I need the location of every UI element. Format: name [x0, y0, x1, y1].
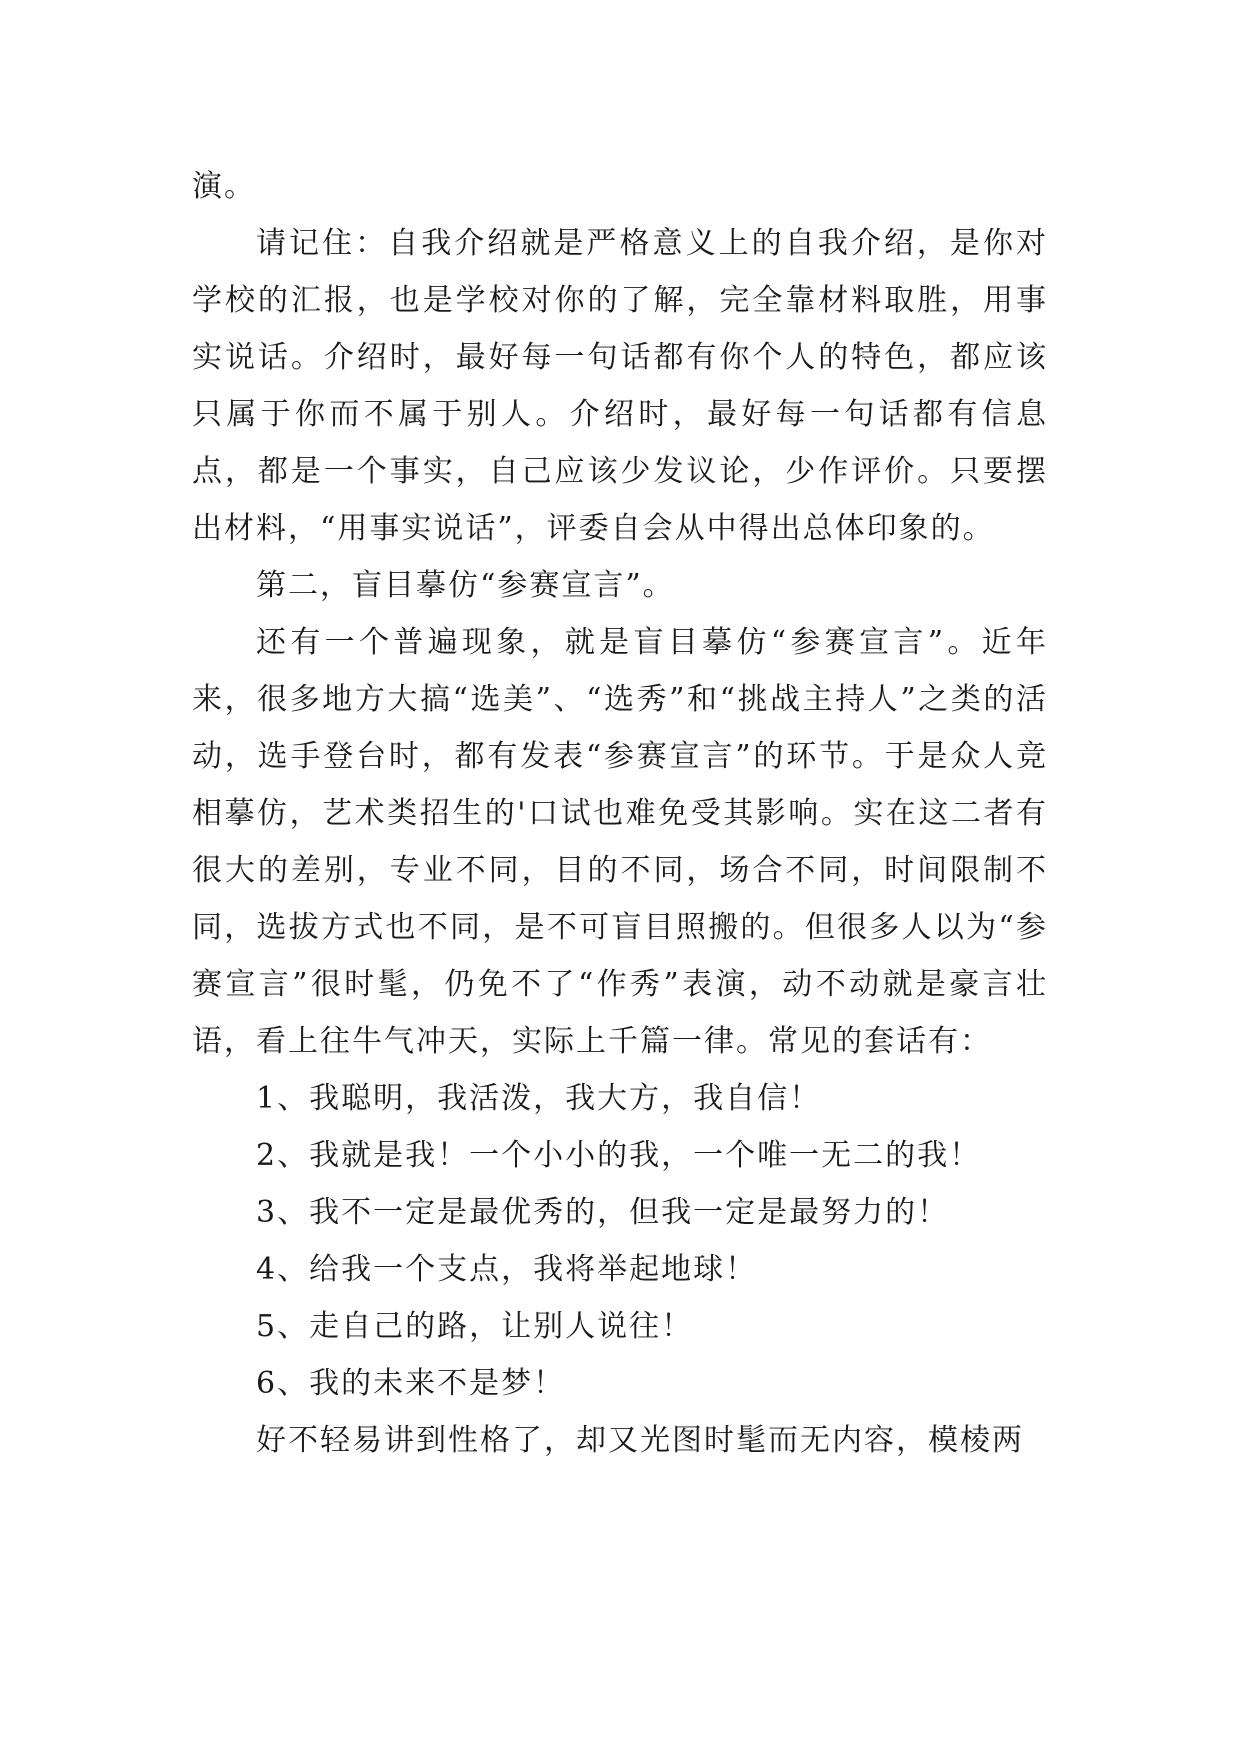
list-item: 4、给我一个支点，我将举起地球！ [256, 1252, 758, 1287]
list-item: 2、我就是我！一个小小的我，一个唯一无二的我！ [256, 1138, 982, 1173]
list-item: 1、我聪明，我活泼，我大方，我自信！ [256, 1081, 822, 1116]
paragraph-closing: 好不轻易讲到性格了，却又光图时髦而无内容，模棱两 [256, 1423, 1024, 1458]
paragraph-imitation-phenomenon: 还有一个普遍现象，就是盲目摹仿“参赛宣言”。近年来，很多地方大搞“选美”、“选秀”和“挑战主持人”之类的活动，选手登台时，都有发表“参赛宣言”的环节。于是众人竞相摹仿，艺术类招生的'口试也难免受其影响。实在这二者有很大的差别，专业不同，目的不同，场合不同，时间限制不同，选拔方式也不同，是不可盲目照搬的。但很多人以为“参赛宣言”很时髦，仍免不了“作秀”表演，动不动就是豪言壮语，看上往牛气冲天，实际上千篇一律。常见的套话有： [192, 625, 1048, 1059]
list-item: 6、我的未来不是梦！ [256, 1366, 566, 1401]
list-item: 5、走自己的路，让别人说往！ [256, 1309, 694, 1344]
paragraph-continuation: 演。 [192, 169, 256, 204]
paragraph-section-heading: 第二，盲目摹仿“参赛宣言”。 [256, 568, 675, 603]
paragraph-self-introduction-advice: 请记住：自我介绍就是严格意义上的自我介绍，是你对学校的汇报，也是学校对你的了解，完全靠材料取胜，用事实说话。介绍时，最好每一句话都有你个人的特色，都应该只属于你而不属于别人。介绍时，最好每一句话都有信息点，都是一个事实，自己应该少发议论，少作评价。只要摆出材料，“用事实说话”，评委自会从中得出总体印象的。 [192, 226, 1048, 546]
document-body [192, 158, 1048, 1469]
list-item: 3、我不一定是最优秀的，但我一定是最努力的！ [256, 1195, 950, 1230]
